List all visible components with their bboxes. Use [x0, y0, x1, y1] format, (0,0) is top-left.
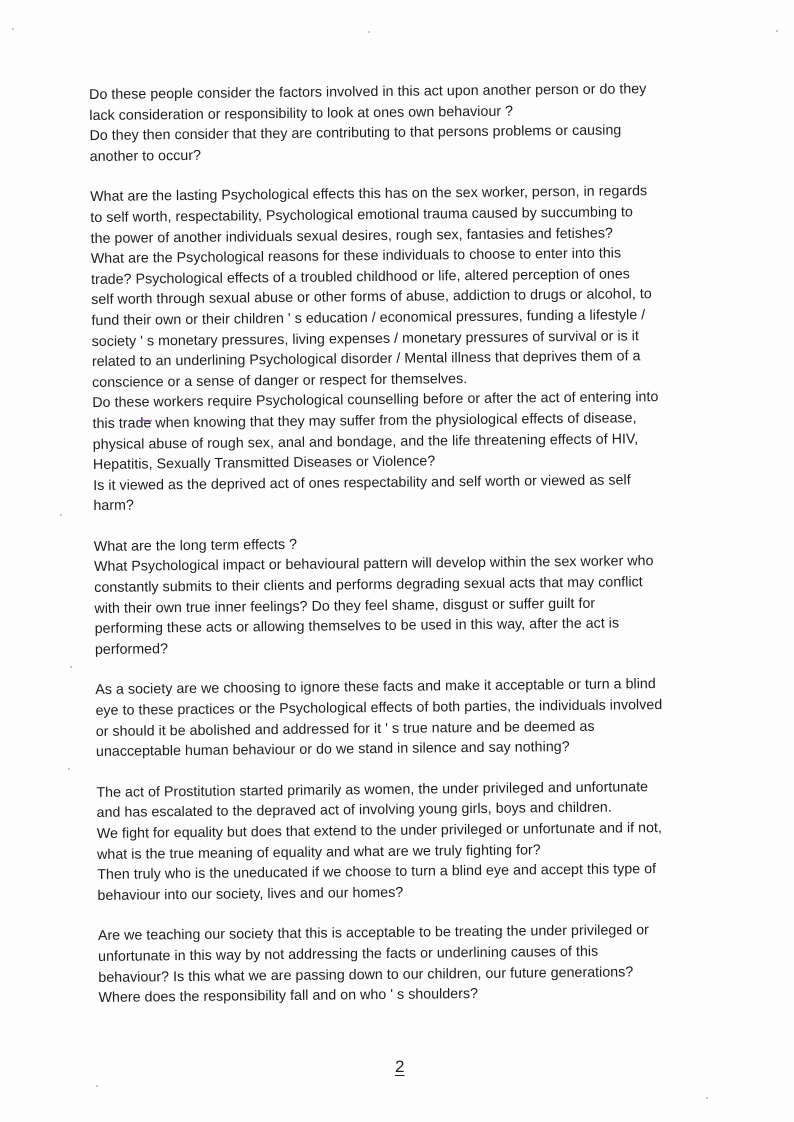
text-line: physical abuse of rough sex, anal and bondage, and the life threatening effects of HIV,	[92, 430, 639, 453]
paragraph	[98, 920, 724, 1009]
text-line: what is the true meaning of equality and what are we truly fighting for?	[96, 841, 541, 863]
text-line: conscience or a sense of danger or respect for themselves.	[92, 370, 468, 391]
text-line: The act of Prostitution started primarily as women, the under privileged and unfortunate	[96, 778, 649, 801]
page-number: 2	[395, 1057, 405, 1076]
text-line: As a society are we choosing to ignore these facts and make it acceptable or turn a blind	[95, 676, 656, 699]
text-line: Are we teaching our society that this is acceptable to be treating the under privileged or	[97, 922, 650, 945]
pen-strikethrough-mark	[139, 418, 153, 424]
scan-speck	[706, 1097, 708, 1099]
text-line: Where does the responsibility fall and on who ' s shoulders?	[98, 986, 479, 1007]
text-line: unfortunate in this way by not addressing the facts or underlining causes of this	[98, 943, 599, 965]
text-line: the power of another individuals sexual desires, rough sex, fantasies and fetishes?	[90, 225, 613, 247]
text-line: to self worth, respectability, Psychological emotional trauma caused by succumbing to	[90, 204, 634, 226]
text-line: Do these workers require Psychological counselling before or after the act of entering into	[92, 389, 659, 412]
text-line: fund their own or their children ' s education / economical pressures, funding a lifestyle /	[91, 307, 646, 329]
text-line: Is it viewed as the deprived act of ones respectability and self worth or viewed as self	[93, 472, 631, 494]
text-line: another to occur?	[89, 147, 202, 165]
text-line: What are the long term effects ?	[93, 536, 298, 555]
scan-speck	[368, 31, 370, 33]
text-line: and has escalated to the depraved act of involving young girls, boys and children.	[96, 799, 612, 822]
text-line: Then truly who is the uneducated if we choose to turn a blind eye and accept this type of	[97, 861, 657, 884]
text-line: lack consideration or responsibility to look at ones own behaviour ?	[89, 103, 514, 124]
text-line: harm?	[93, 497, 134, 515]
text-line: Hepatitis, Sexually Transmitted Diseases or Violence?	[92, 453, 436, 474]
text-line: society ' s monetary pressures, living expenses / monetary pressures of survival or is it	[91, 327, 640, 350]
scan-speck	[68, 768, 70, 770]
text-line: performed?	[94, 641, 169, 658]
text-line: behaviour into our society, lives and our homes?	[97, 884, 404, 904]
text-line: constantly submits to their clients and performs degrading sexual acts that may conflict	[94, 574, 643, 597]
text-line: eye to these practices or the Psychological effects of both parties, the individuals involved	[95, 697, 663, 719]
text-line: performing these acts or allowing themselves to be used in this way, after the act is	[94, 615, 620, 638]
text-line: Do these people consider the factors involved in this act upon another person or do they	[89, 81, 647, 103]
text-line: with their own true inner feelings? Do they feel shame, disgust or suffer guilt for	[94, 595, 596, 617]
paragraph	[95, 674, 721, 763]
text-line: or should it be abolished and addressed for it ' s true nature and be deemed as	[95, 718, 595, 740]
text-line: this trade when knowing that they may suffer from the physiological effects of disease,	[92, 410, 637, 432]
scan-speck	[70, 666, 72, 668]
document-body	[89, 78, 724, 1028]
text-line: What Psychological impact or behavioural pattern will develop within the sex worker who	[93, 553, 654, 576]
scan-speck	[12, 28, 14, 30]
scan-speck	[776, 30, 778, 32]
text-line: What are the lasting Psychological effects this has on the sex worker, person, in regards	[90, 183, 648, 206]
text-line: related to an underlining Psychological disorder / Mental illness that deprives them of a	[91, 348, 641, 371]
scan-speck	[96, 1085, 98, 1087]
paragraph	[94, 530, 720, 660]
text-line: unacceptable human behaviour or do we stand in silence and say nothing?	[95, 739, 570, 761]
text-line: What are the Psychological reasons for these individuals to choose to enter into this	[90, 245, 622, 268]
text-line: We fight for equality but does that extend to the under privileged or unfortunate and if not,	[96, 820, 663, 842]
text-line: behaviour? Is this what we are passing down to our children, our future generations?	[98, 963, 634, 986]
text-line: trade? Psychological effects of a troubled childhood or life, altered perception of ones	[90, 266, 630, 288]
paragraph	[89, 78, 715, 167]
paragraph	[90, 181, 718, 517]
scan-speck	[60, 514, 62, 516]
text-line: self worth through sexual abuse or other forms of abuse, addiction to drugs or alcohol, to	[91, 286, 652, 309]
paragraph	[96, 776, 722, 906]
text-line: Do they then consider that they are contributing to that persons problems or causing	[89, 122, 622, 145]
